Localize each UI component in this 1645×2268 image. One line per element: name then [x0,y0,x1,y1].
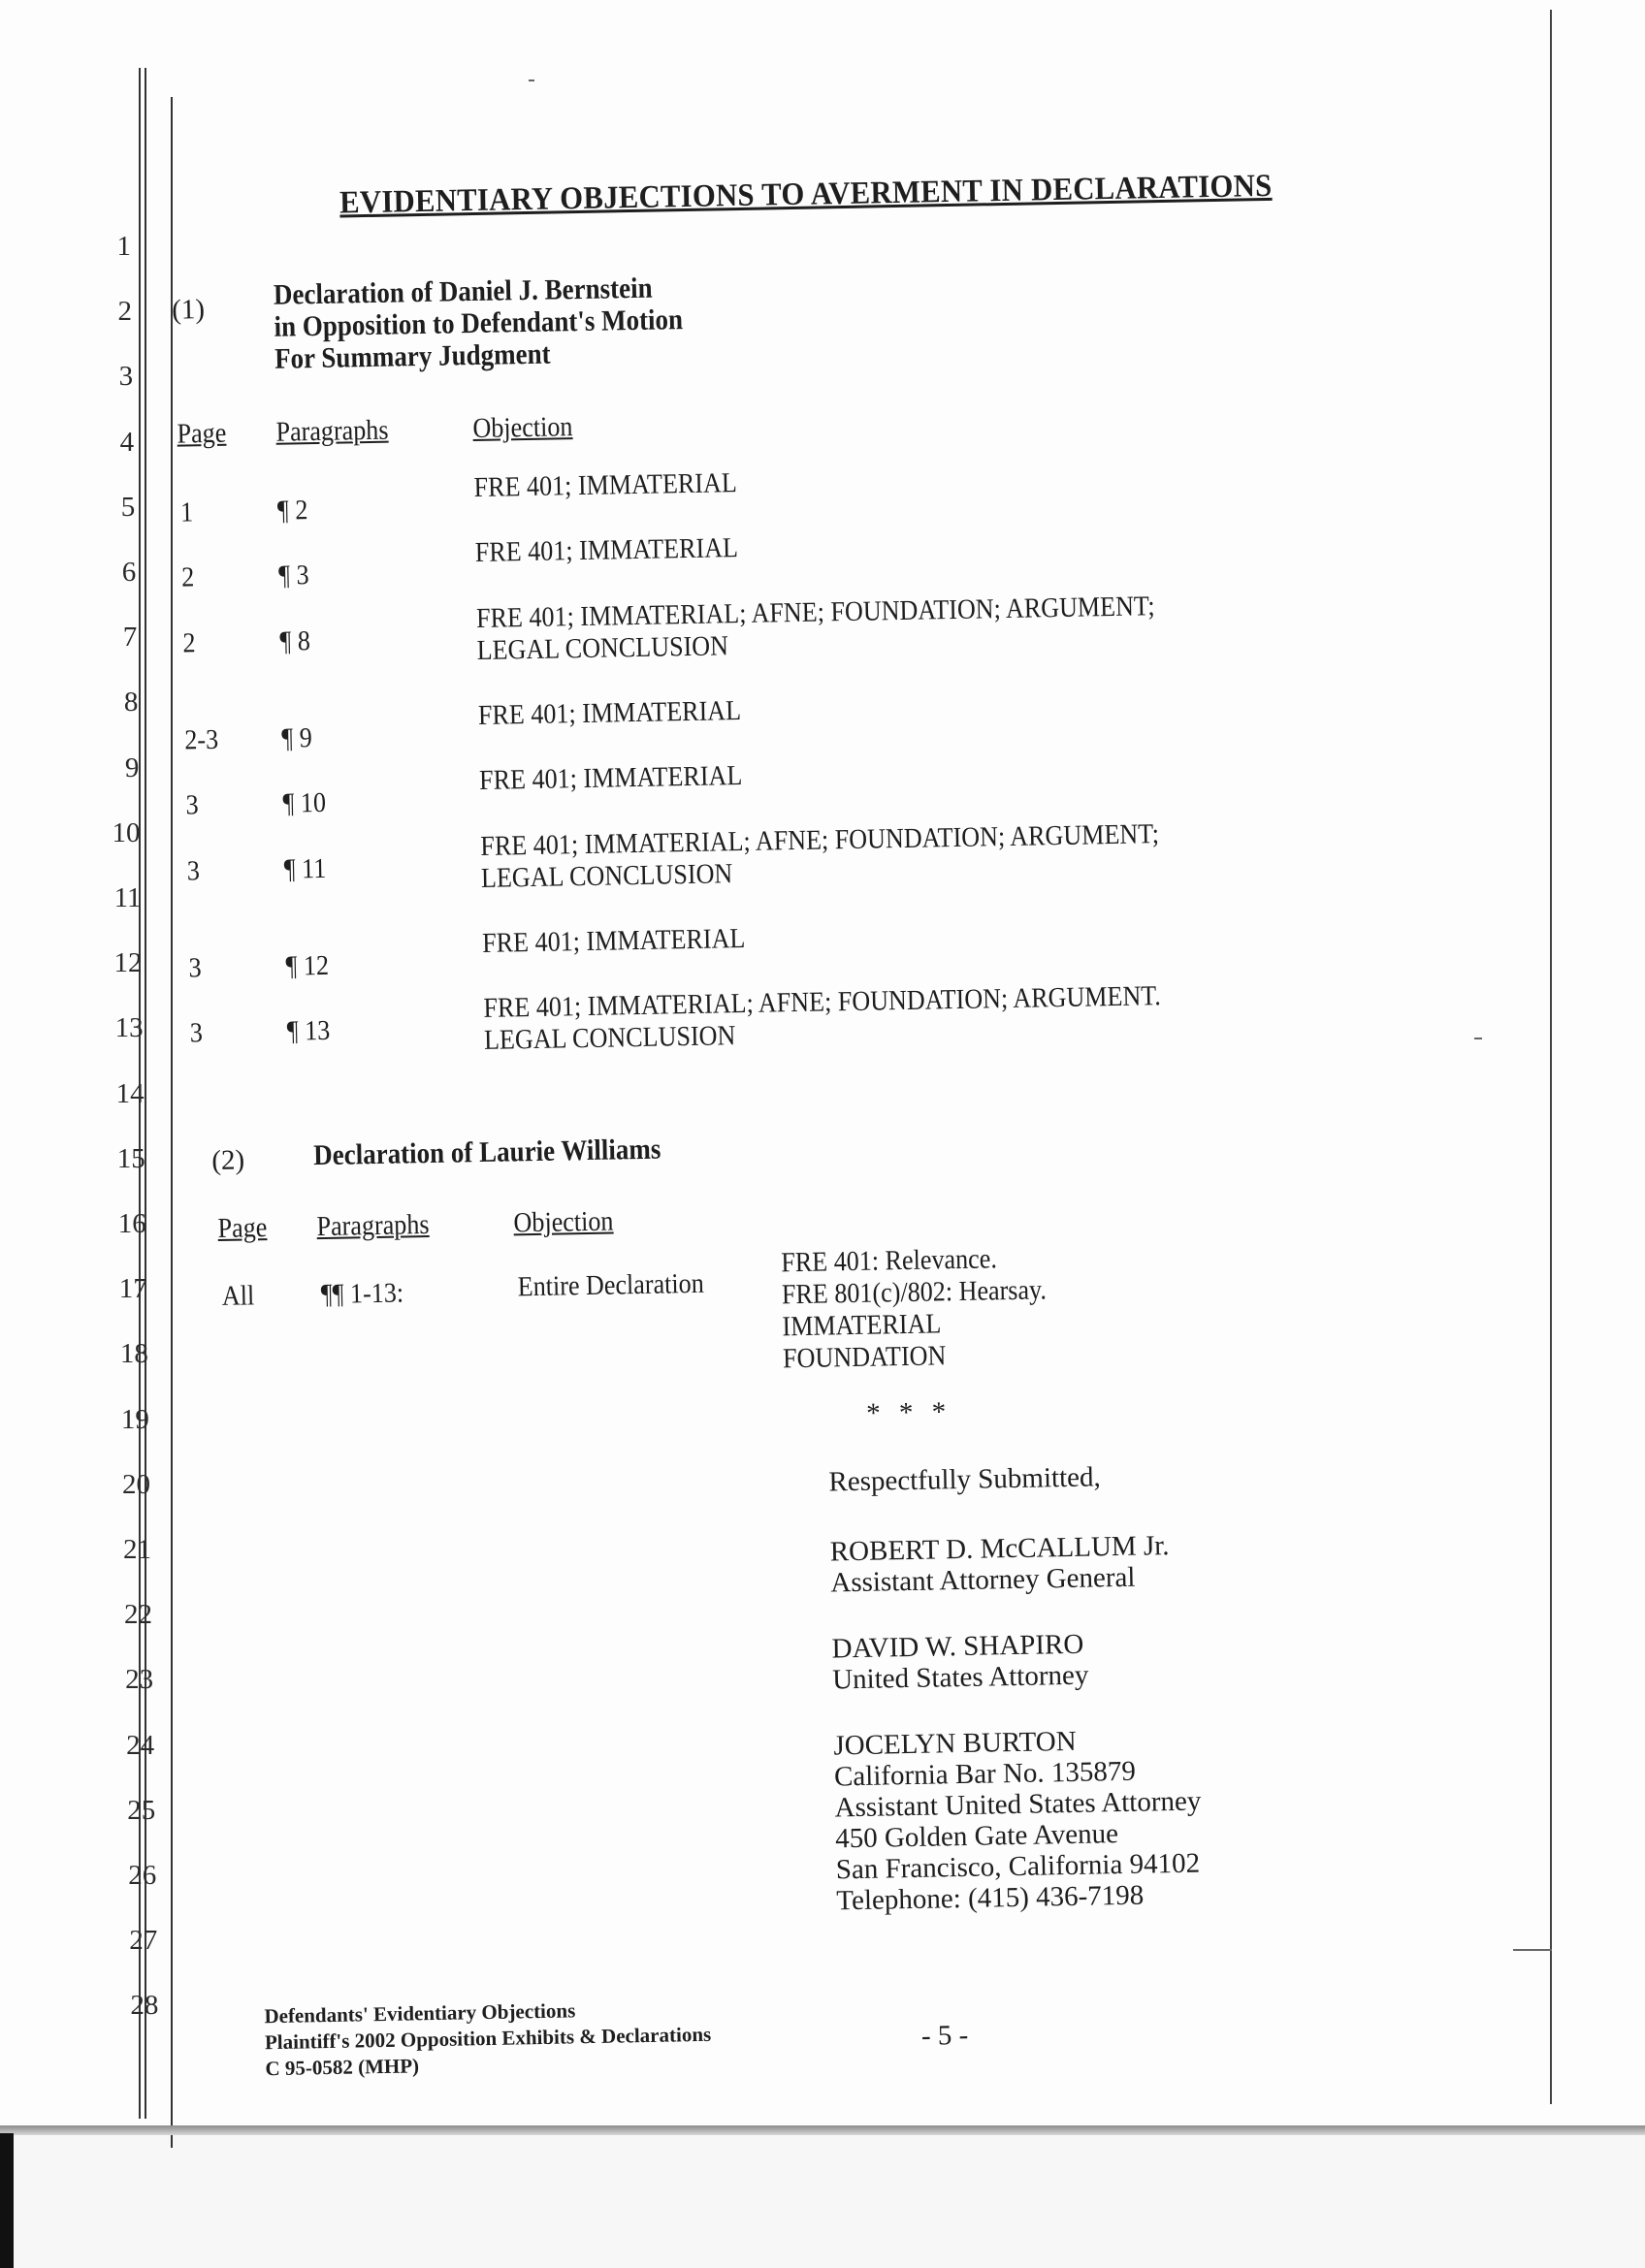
row-objection [479,760,743,797]
line-number: 19 [120,1403,149,1435]
line-number: 23 [125,1664,154,1696]
row-page: 2 [182,627,196,659]
scanner-edge [0,2133,14,2268]
line-number: 25 [127,1794,156,1826]
line-number: 28 [130,1990,159,2022]
section-1-title [274,272,684,375]
section-2-header-objection: Objection [513,1205,614,1239]
objection-line: FRE 801(c)/802: Hearsay. [781,1274,1048,1311]
row-objection [476,591,1156,667]
objection-line: FRE 401; IMMATERIAL; AFNE; FOUNDATION; ARGUMENT; [475,591,1155,635]
signature-line: California Bar No. 135879 [833,1755,1137,1793]
row-page: 3 [186,855,201,887]
section-2-header-paragraphs: Paragraphs [316,1209,430,1243]
section-1-title-line: in Opposition to Defendant's Motion [274,303,684,343]
line-number: 15 [116,1142,145,1174]
objection-line: FRE 401; IMMATERIAL [477,695,742,731]
line-number: 17 [118,1273,147,1305]
row-page: 3 [189,1017,204,1049]
signature-line: San Francisco, California 94102 [835,1847,1201,1886]
objection-line: LEGAL CONCLUSION [480,858,733,894]
row-objection [480,818,1160,895]
row-objection [483,980,1162,1057]
line-number: 10 [112,816,141,848]
row-paragraph: ¶ 11 [283,852,327,885]
line-number: 22 [124,1599,153,1631]
section-1-header-paragraphs: Paragraphs [275,414,389,448]
section-2-header-page: Page [217,1212,268,1244]
line-number: 16 [117,1208,146,1239]
row-page: 3 [188,952,202,984]
line-number: 9 [124,751,140,783]
row-paragraph: ¶ 2 [276,495,308,527]
objection-line: LEGAL CONCLUSION [476,630,729,666]
section-1-header-objection: Objection [472,411,573,445]
objection-line: FRE 401; IMMATERIAL [473,467,738,504]
row-page: 2 [180,561,195,593]
signature-line: Telephone: (415) 436-7198 [836,1879,1145,1917]
line-number: 3 [118,361,134,393]
line-number: 13 [114,1012,144,1044]
section-2-row-objection [781,1242,1048,1375]
objection-line: FRE 401; IMMATERIAL [474,532,739,569]
signature-line: DAVID W. SHAPIRO [831,1628,1084,1665]
row-objection [473,467,737,504]
page-number: - 5 - [920,2019,969,2052]
section-2-title [313,1134,661,1172]
objection-line: FRE 401: Relevance. [781,1243,998,1279]
signature-line: ROBERT D. McCALLUM Jr. [829,1530,1170,1568]
line-number: 12 [113,947,143,979]
footer-line: Plaintiff's 2002 Opposition Exhibits & Declarations [264,2022,712,2055]
line-number: 7 [122,622,138,654]
page-edge-shadow [0,2125,1645,2135]
row-paragraph: ¶ 3 [277,559,309,591]
signature-line: United States Attorney [831,1659,1089,1696]
line-number: 4 [119,426,135,458]
footer-line: C 95-0582 (MHP) [265,2054,420,2081]
signature-line: Assistant United States Attorney [834,1785,1202,1824]
section-2-title-line: Declaration of Laurie Williams [312,1133,661,1172]
section-2-row-paragraph: ¶¶ 1-13: [320,1277,404,1311]
signature-block-mccallum [829,1530,1170,1598]
section-1-header-page: Page [177,417,227,450]
signature-line: Assistant Attorney General [830,1561,1136,1599]
row-paragraph: ¶ 10 [282,786,327,819]
line-number: 26 [128,1860,157,1891]
signature-line: JOCELYN BURTON [833,1725,1077,1762]
row-objection [482,923,746,960]
objection-line: LEGAL CONCLUSION [483,1020,736,1056]
row-objection [478,695,742,732]
scan-speck [529,80,534,81]
line-number: 21 [123,1534,151,1565]
line-number: 24 [126,1729,155,1761]
section-2-row-page: All [221,1280,255,1312]
section-2-row-scope: Entire Declaration [517,1267,705,1303]
row-paragraph: ¶ 13 [286,1014,331,1047]
line-number: 20 [121,1468,150,1500]
line-number: 27 [129,1925,158,1957]
objection-line: FRE 401; IMMATERIAL [481,922,746,959]
row-page: 2-3 [184,723,219,756]
scan-speck [1474,1038,1482,1039]
line-number: 2 [117,296,133,328]
line-number: 6 [121,557,137,588]
objection-line: FRE 401; IMMATERIAL; AFNE; FOUNDATION; ARGUMENT; [480,818,1160,862]
signature-line: 450 Golden Gate Avenue [834,1818,1119,1855]
objection-line: FRE 401; IMMATERIAL; AFNE; FOUNDATION; ARGUMENT. [483,980,1162,1024]
line-number: 11 [113,882,142,913]
row-paragraph: ¶ 9 [281,722,313,754]
line-number: 5 [120,491,136,523]
separator-asterisks: * * * [865,1396,952,1429]
row-page: 1 [179,496,194,528]
objection-line: IMMATERIAL [782,1308,942,1343]
section-1-title-line: Declaration of Daniel J. Bernstein [273,272,653,311]
line-number: 18 [119,1338,148,1370]
section-1-number: (1) [171,294,206,326]
objection-line: FOUNDATION [782,1340,947,1375]
signature-closing: Respectfully Submitted, [828,1461,1102,1498]
section-2-number: (2) [210,1144,245,1177]
row-paragraph: ¶ 8 [279,625,311,657]
scan-speck [1513,1949,1552,1951]
row-paragraph: ¶ 12 [285,949,330,982]
document-title: EVIDENTIARY OBJECTIONS TO AVERMENT IN DECLARATIONS [339,168,1273,221]
footer-caption [264,1996,712,2082]
row-page: 3 [185,789,199,821]
line-number: 14 [115,1077,145,1109]
signature-block-shapiro [831,1629,1088,1696]
line-number: 8 [123,687,139,719]
footer-line: Defendants' Evidentiary Objections [264,1998,576,2028]
signature-block-burton [833,1724,1203,1917]
row-objection [475,532,739,569]
line-number: 1 [116,231,131,262]
section-1-title-line: For Summary Judgment [274,337,551,375]
objection-line: FRE 401; IMMATERIAL [478,760,743,796]
